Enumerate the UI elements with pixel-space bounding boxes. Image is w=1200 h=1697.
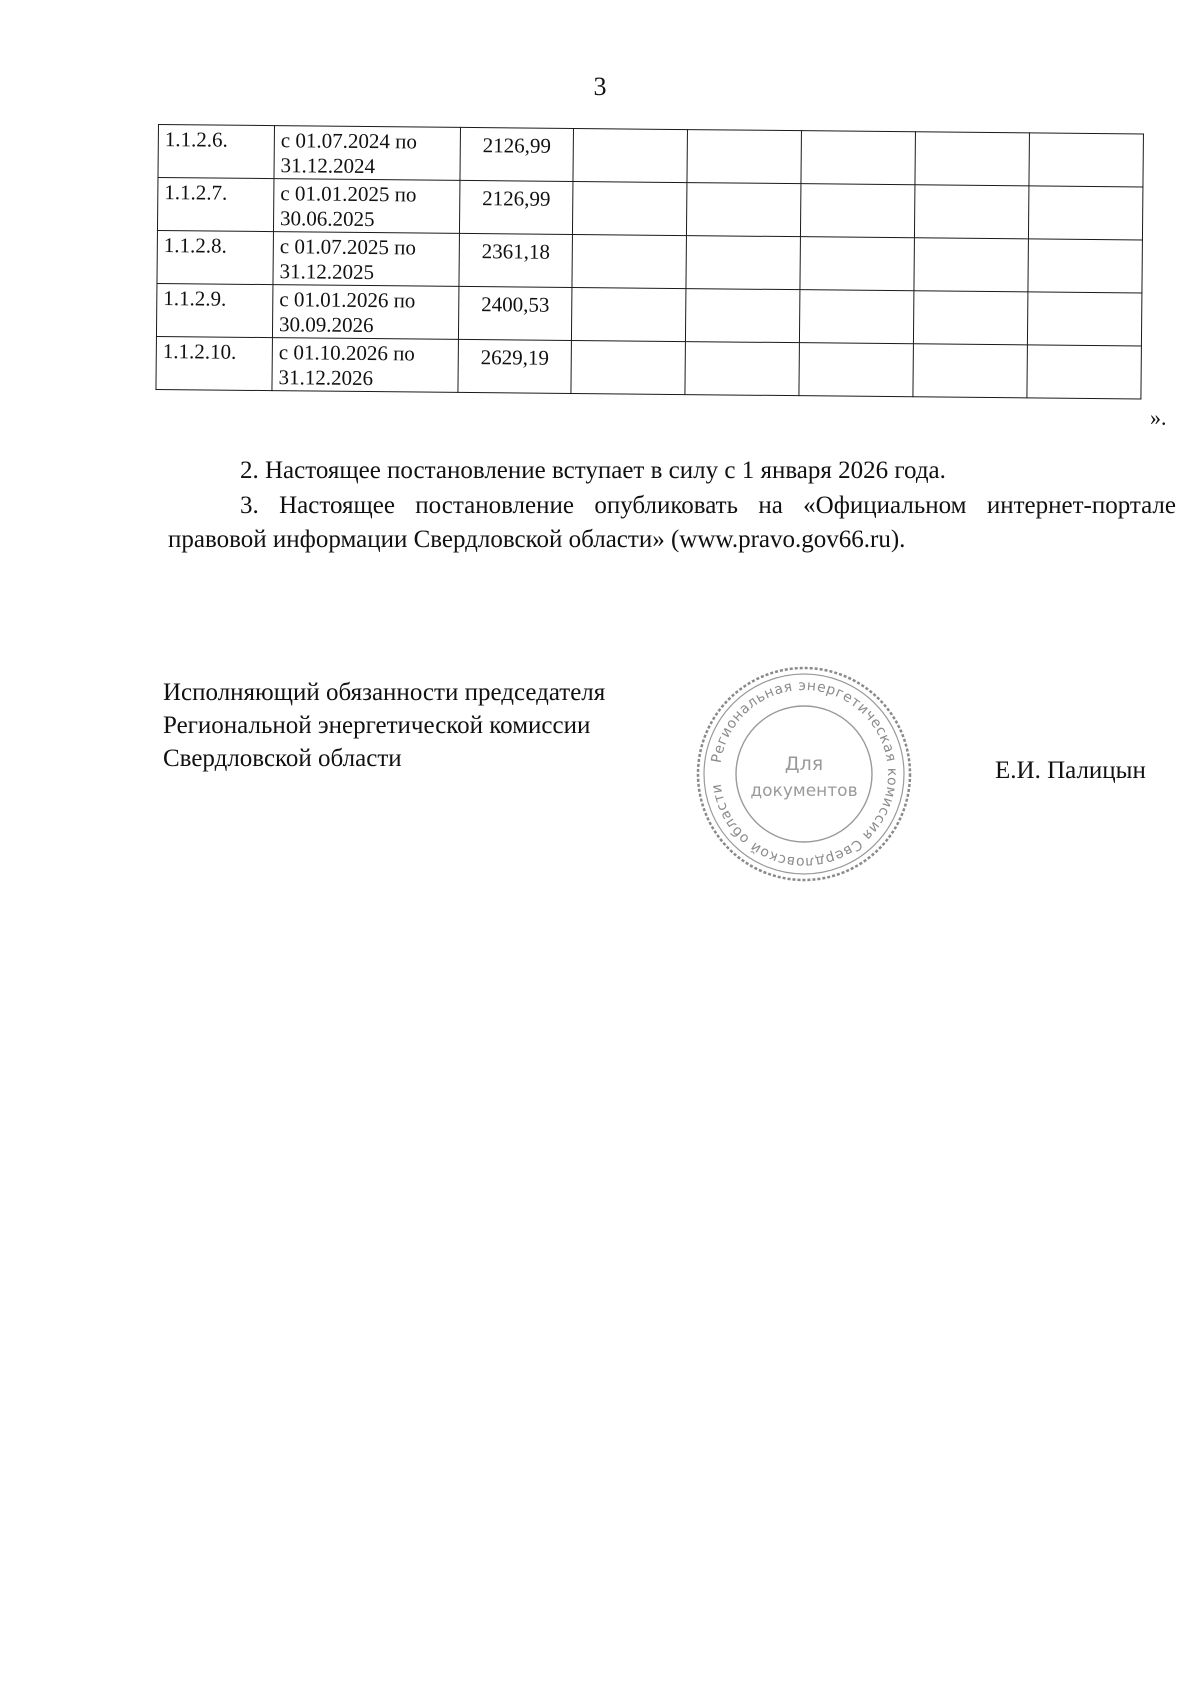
period-cell (273, 232, 460, 287)
table-row (158, 125, 1143, 187)
period-start: с 01.07.2024 по (280, 128, 418, 154)
signature-position-line: Свердловской области (163, 745, 402, 772)
period-start: с 01.10.2026 по (278, 340, 415, 366)
empty-cell (914, 185, 1029, 239)
period-end: 31.12.2026 (278, 365, 374, 391)
tariff-value-cell: 2400,53 (458, 286, 572, 340)
period-cell (272, 338, 459, 393)
period-start: с 01.01.2026 по (279, 287, 416, 313)
empty-cell (572, 234, 687, 288)
signature-position-line: Исполняющий обязанности председателя (163, 679, 606, 706)
tariff-table (155, 124, 1144, 399)
empty-cell (1029, 133, 1144, 187)
row-number-cell: 1.1.2.6. (158, 125, 275, 179)
empty-cell (800, 237, 915, 291)
empty-cell (572, 181, 687, 235)
empty-cell (799, 343, 914, 397)
stamp-center-text: Для (784, 753, 824, 775)
period-end: 30.06.2025 (279, 206, 375, 232)
empty-cell (913, 344, 1028, 398)
empty-cell (571, 287, 686, 341)
empty-cell (1027, 345, 1142, 399)
empty-cell (687, 130, 802, 184)
tariff-value-cell: 2361,18 (459, 233, 573, 287)
empty-cell (799, 290, 914, 344)
tariff-value-cell: 2629,19 (458, 339, 572, 393)
row-number-cell: 1.1.2.7. (157, 178, 274, 232)
official-stamp (690, 660, 918, 888)
page-number: 3 (593, 72, 607, 101)
empty-cell (800, 184, 915, 238)
period-end: 31.12.2025 (279, 259, 375, 285)
empty-cell (685, 342, 800, 396)
row-number-cell: 1.1.2.10. (156, 336, 273, 390)
period-start: с 01.07.2025 по (279, 234, 417, 260)
period-end: 30.09.2026 (278, 312, 374, 338)
empty-cell (914, 238, 1029, 292)
empty-cell (686, 183, 801, 237)
table-row (157, 230, 1142, 292)
closing-quote-mark: ». (1150, 405, 1167, 430)
period-cell (273, 179, 460, 234)
period-end: 31.12.2024 (280, 153, 376, 179)
empty-cell (913, 291, 1028, 345)
empty-cell (686, 236, 801, 290)
empty-cell (573, 128, 688, 182)
stamp-ring-text: Региональная энергетическая комиссия Свердловской области (708, 677, 901, 871)
empty-cell (801, 131, 916, 185)
period-cell (272, 285, 459, 340)
empty-cell (1028, 186, 1143, 240)
paragraph-publication: 3. Настоящее постановление опубликовать на «Официальном интернет-портале правовой информации Свердловской области» (www.pravo.gov66.ru). (168, 492, 1176, 553)
row-number-cell: 1.1.2.9. (156, 283, 273, 337)
period-start: с 01.01.2025 по (280, 181, 417, 207)
table-row (156, 283, 1141, 345)
paragraph-effective-date: 2. Настоящее постановление вступает в силу с 1 января 2026 года. (240, 457, 946, 484)
period-cell (274, 126, 461, 181)
row-number-cell: 1.1.2.8. (157, 230, 274, 284)
tariff-value-cell: 2126,99 (459, 180, 573, 234)
signer-name: Е.И. Палицын (995, 757, 1146, 784)
empty-cell (1027, 292, 1142, 346)
signature-position-block (163, 676, 605, 775)
empty-cell (685, 289, 800, 343)
empty-cell (915, 132, 1030, 186)
table-body (156, 125, 1143, 399)
table-row (157, 178, 1142, 240)
stamp-center-text: документов (750, 781, 858, 801)
signature-position-line: Региональной энергетической комиссии (163, 712, 591, 739)
empty-cell (571, 340, 686, 394)
empty-cell (1028, 239, 1143, 293)
tariff-value-cell: 2126,99 (460, 127, 574, 181)
table-row (156, 336, 1141, 398)
